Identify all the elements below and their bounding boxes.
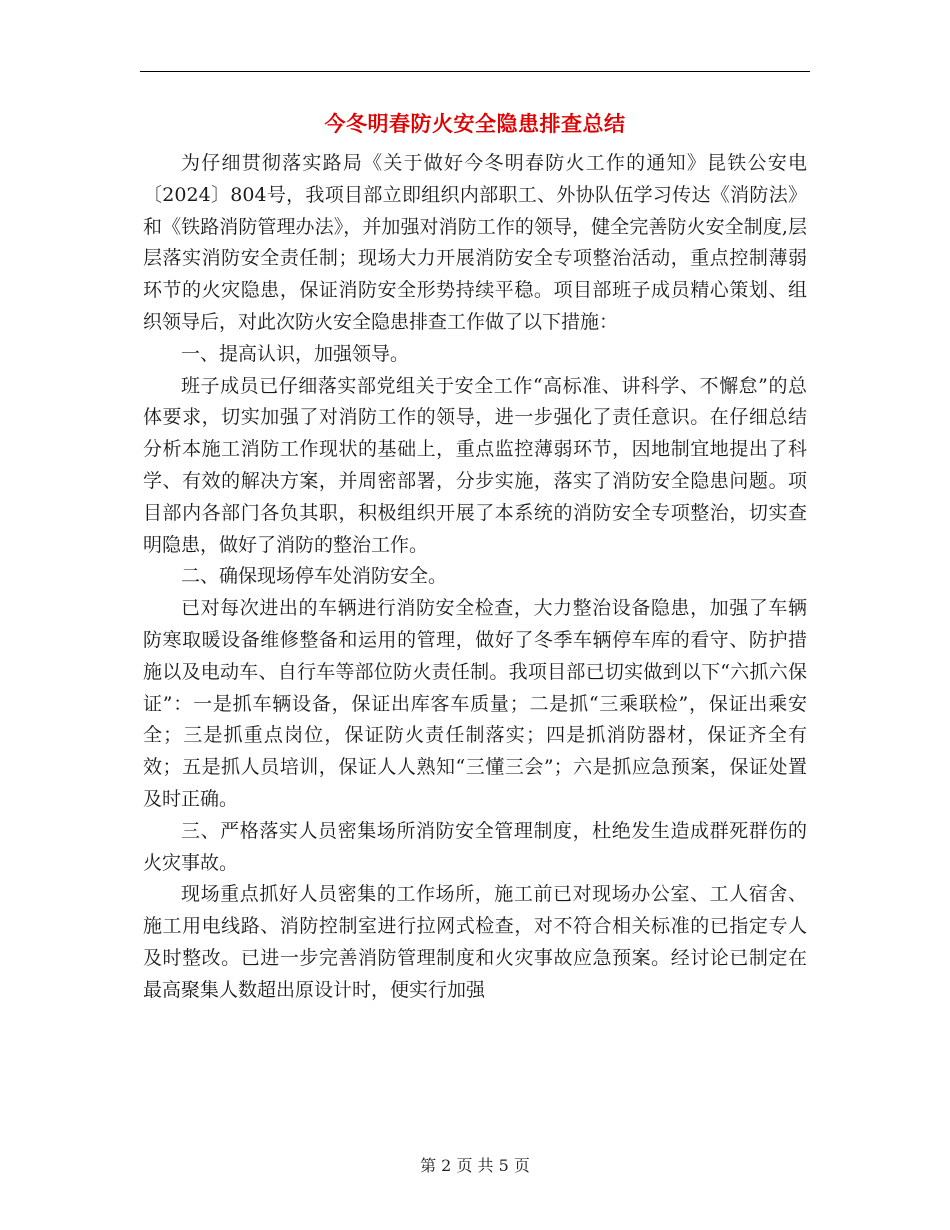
document-title: 今冬明春防火安全隐患排查总结 [324,111,626,136]
header-rule [140,71,810,72]
section-body-1: 班子成员已仔细落实部党组关于安全工作“高标准、讲科学、不懈怠”的总体要求，切实加强了对消防工作的领导，进一步强化了责任意识。在仔细总结分析本施工消防工作现状的基础上，重点监控薄弱环节，因地制宜地提出了科学、有效的解决方案，并周密部署，分步实施，落实了消防安全隐患问题。项目部内各部门各负其职，积极组织开展了本系统的消防安全专项整治，切实查明隐患，做好了消防的整治工作。 [143,374,807,556]
section-body-2: 已对每次进出的车辆进行消防安全检查，大力整治设备隐患，加强了车辆防寒取暖设备维修整备和运用的管理，做好了冬季车辆停车库的看守、防护措施以及电动车、自行车等部位防火责任制。我项目部已切实做到以下“六抓六保证”：一是抓车辆设备，保证出库客车质量；二是抓“三乘联检”，保证出乘安全；三是抓重点岗位，保证防火责任制落实；四是抓消防器材，保证齐全有效；五是抓人员培训，保证人人熟知“三懂三会”；六是抓应急预案，保证处置及时正确。 [143,597,807,810]
intro-paragraph: 为仔细贯彻落实路局《关于做好今冬明春防火工作的通知》昆铁公安电〔2024〕804号，我项目部立即组织内部职工、外协队伍学习传达《消防法》和《铁路消防管理办法》，并加强对消防工作的领导，健全完善防火安全制度,层层落实消防安全责任制；现场大力开展消防安全专项整治活动，重点控制薄弱环节的火灾隐患，保证消防安全形势持续平稳。项目部班子成员精心策划、组织领导后，对此次防火安全隐患排查工作做了以下措施： [143,152,807,333]
page-number: 第 2 页 共 5 页 [420,1156,530,1175]
section-heading-3: 三、严格落实人员密集场所消防安全管理制度，杜绝发生造成群死群伤的火灾事故。 [143,819,807,874]
document-body [143,148,807,1007]
section-heading-1: 一、提高认识，加强领导。 [181,342,410,365]
section-heading-2: 二、确保现场停车处消防安全。 [181,565,448,588]
section-body-3: 现场重点抓好人员密集的工作场所，施工前已对现场办公室、工人宿舍、施工用电线路、消防控制室进行拉网式检查，对不符合相关标准的已指定专人及时整改。已进一步完善消防管理制度和火灾事故应急预案。经讨论已制定在最高聚集人数超出原设计时，便实行加强 [143,883,807,1001]
